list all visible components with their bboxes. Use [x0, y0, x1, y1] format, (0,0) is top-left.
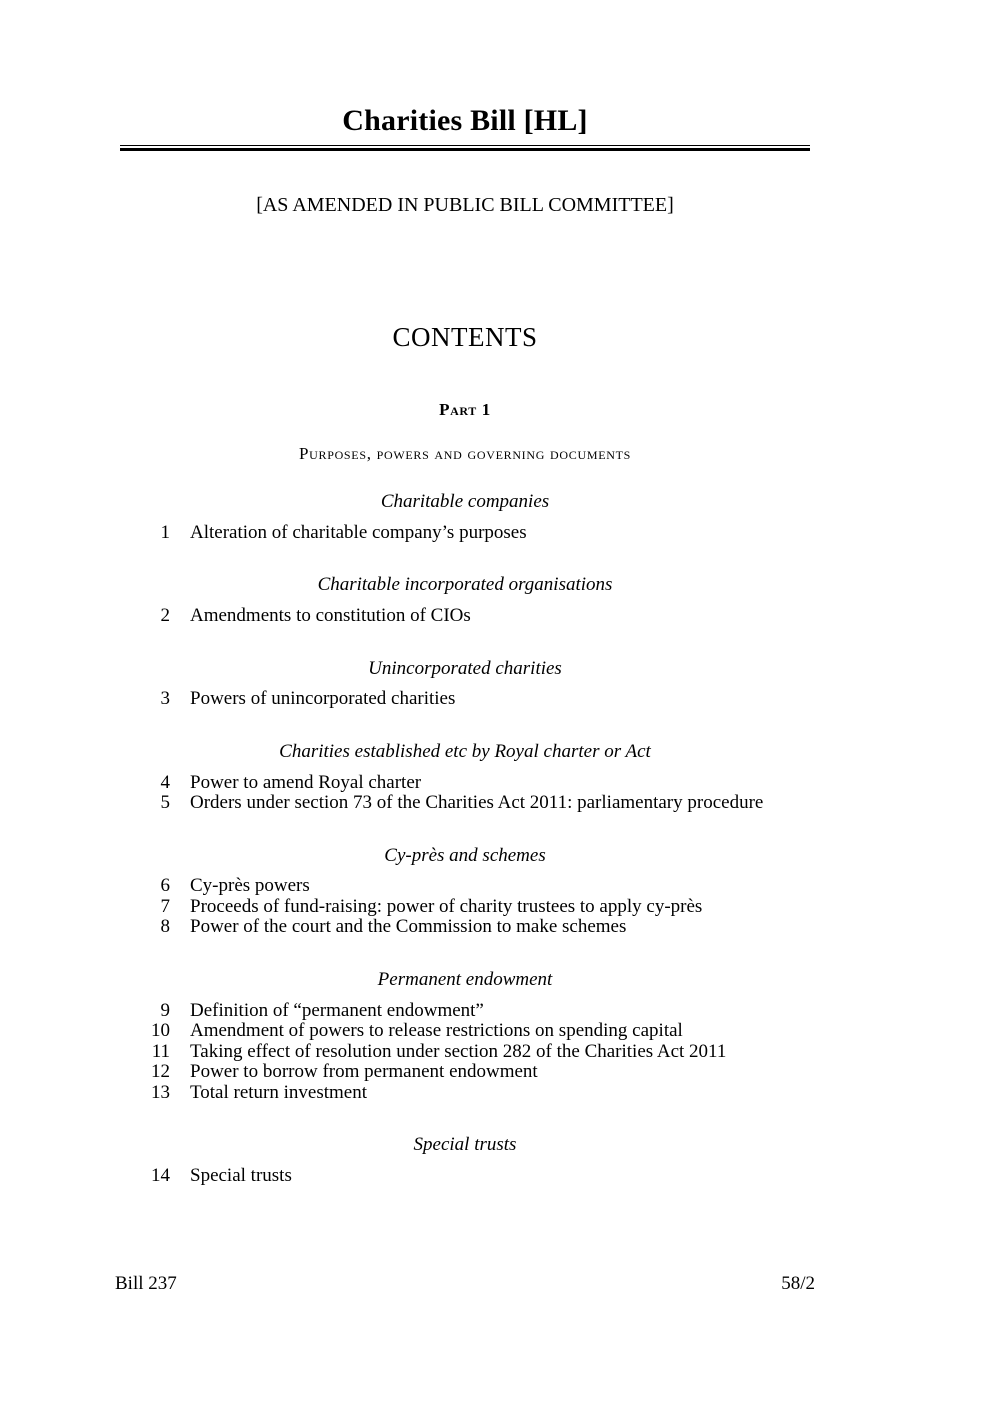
toc-group [120, 1133, 810, 1186]
toc-entry[interactable] [120, 606, 810, 627]
toc-group-items [120, 773, 810, 814]
toc-entry-number: 3 [160, 688, 170, 710]
contents-heading: CONTENTS [392, 322, 538, 352]
toc-group-heading: Charitable companies [380, 491, 550, 512]
toc-group [120, 844, 810, 938]
toc-entry-number: 2 [160, 605, 170, 626]
toc-group-spacer [120, 1103, 810, 1133]
page-title: Charities Bill [HL] [342, 104, 588, 137]
page-footer [115, 1273, 815, 1295]
toc-entry[interactable] [120, 793, 810, 814]
page-reference: 58/2 [781, 1273, 815, 1294]
toc-entry[interactable] [120, 523, 810, 544]
toc-group [120, 657, 810, 710]
toc-entry-label: Cy-près powers [190, 875, 310, 897]
toc-entry-number: 14 [151, 1164, 170, 1186]
toc-entry[interactable] [120, 876, 810, 897]
toc-entry-number: 13 [151, 1081, 170, 1103]
toc-entry-label: Orders under section 73 of the Charities Act 2011: parliamentary procedure [190, 792, 764, 813]
toc-entry-label: Taking effect of resolution under section 282 of the Charities Act 2011 [190, 1040, 727, 1062]
toc-group-items [120, 876, 810, 938]
toc-group-heading: Charitable incorporated organisations [317, 574, 613, 596]
amendment-note: [AS AMENDED IN PUBLIC BILL COMMITTEE] [256, 194, 674, 216]
toc-entry[interactable] [120, 1062, 810, 1083]
toc-entry-number: 1 [160, 521, 170, 543]
toc-group [120, 490, 810, 543]
table-of-contents [120, 490, 810, 1186]
toc-group-heading: Unincorporated charities [368, 657, 562, 679]
part-label: Part 1 [439, 400, 491, 419]
toc-entry-label: Power to amend Royal charter [190, 771, 422, 793]
toc-group-spacer [120, 543, 810, 573]
toc-entry-number: 12 [151, 1061, 170, 1082]
toc-entry-number: 9 [160, 999, 170, 1021]
toc-entry-number: 6 [160, 875, 170, 897]
toc-entry[interactable] [120, 773, 810, 794]
toc-entry-label: Amendment of powers to release restrictions on spending capital [190, 1020, 683, 1041]
toc-group-spacer [120, 710, 810, 740]
toc-group-spacer [120, 627, 810, 657]
toc-group [120, 573, 810, 626]
toc-entry[interactable] [120, 1083, 810, 1104]
title-rule-thick-line [120, 148, 810, 151]
title-block [120, 104, 810, 151]
part-title: Purposes, powers and governing documents [298, 444, 632, 463]
toc-entry-number: 10 [151, 1020, 170, 1041]
toc-group-items [120, 606, 810, 627]
title-rule [120, 145, 810, 151]
toc-group-heading: Charities established etc by Royal charter or Act [279, 740, 651, 762]
toc-group [120, 740, 810, 814]
toc-entry-label: Amendments to constitution of CIOs [190, 605, 471, 626]
toc-group-items [120, 689, 810, 710]
part-block [120, 400, 810, 464]
toc-entry-number: 4 [160, 771, 170, 793]
toc-entry-label: Power of the court and the Commission to make schemes [190, 916, 627, 938]
toc-group [120, 968, 810, 1103]
toc-entry-label: Proceeds of fund-raising: power of charity trustees to apply cy-près [190, 895, 703, 917]
toc-entry[interactable] [120, 1042, 810, 1063]
toc-entry-label: Definition of “permanent endowment” [190, 999, 484, 1021]
bill-number: Bill 237 [115, 1273, 177, 1294]
toc-entry-number: 8 [160, 916, 170, 938]
toc-entry-label: Alteration of charitable company’s purposes [190, 521, 527, 543]
toc-group-items [120, 523, 810, 544]
toc-group-heading: Permanent endowment [377, 968, 553, 990]
toc-entry[interactable] [120, 1021, 810, 1042]
toc-group-heading: Cy-près and schemes [384, 844, 546, 866]
toc-entry-number: 5 [160, 792, 170, 813]
toc-group-spacer [120, 814, 810, 844]
toc-entry[interactable] [120, 1001, 810, 1022]
toc-group-items [120, 1166, 810, 1187]
toc-group-heading: Special trusts [413, 1134, 517, 1155]
toc-entry-number: 11 [151, 1040, 170, 1062]
toc-entry-label: Powers of unincorporated charities [190, 688, 456, 710]
toc-entry-label: Total return investment [190, 1081, 368, 1103]
toc-group-spacer [120, 938, 810, 968]
toc-entry-label: Special trusts [190, 1164, 292, 1186]
toc-entry-label: Power to borrow from permanent endowment [190, 1061, 538, 1082]
toc-entry-number: 7 [160, 895, 170, 917]
toc-group-items [120, 1001, 810, 1104]
toc-entry[interactable] [120, 689, 810, 710]
toc-entry[interactable] [120, 917, 810, 938]
toc-entry[interactable] [120, 1166, 810, 1187]
toc-entry[interactable] [120, 897, 810, 918]
